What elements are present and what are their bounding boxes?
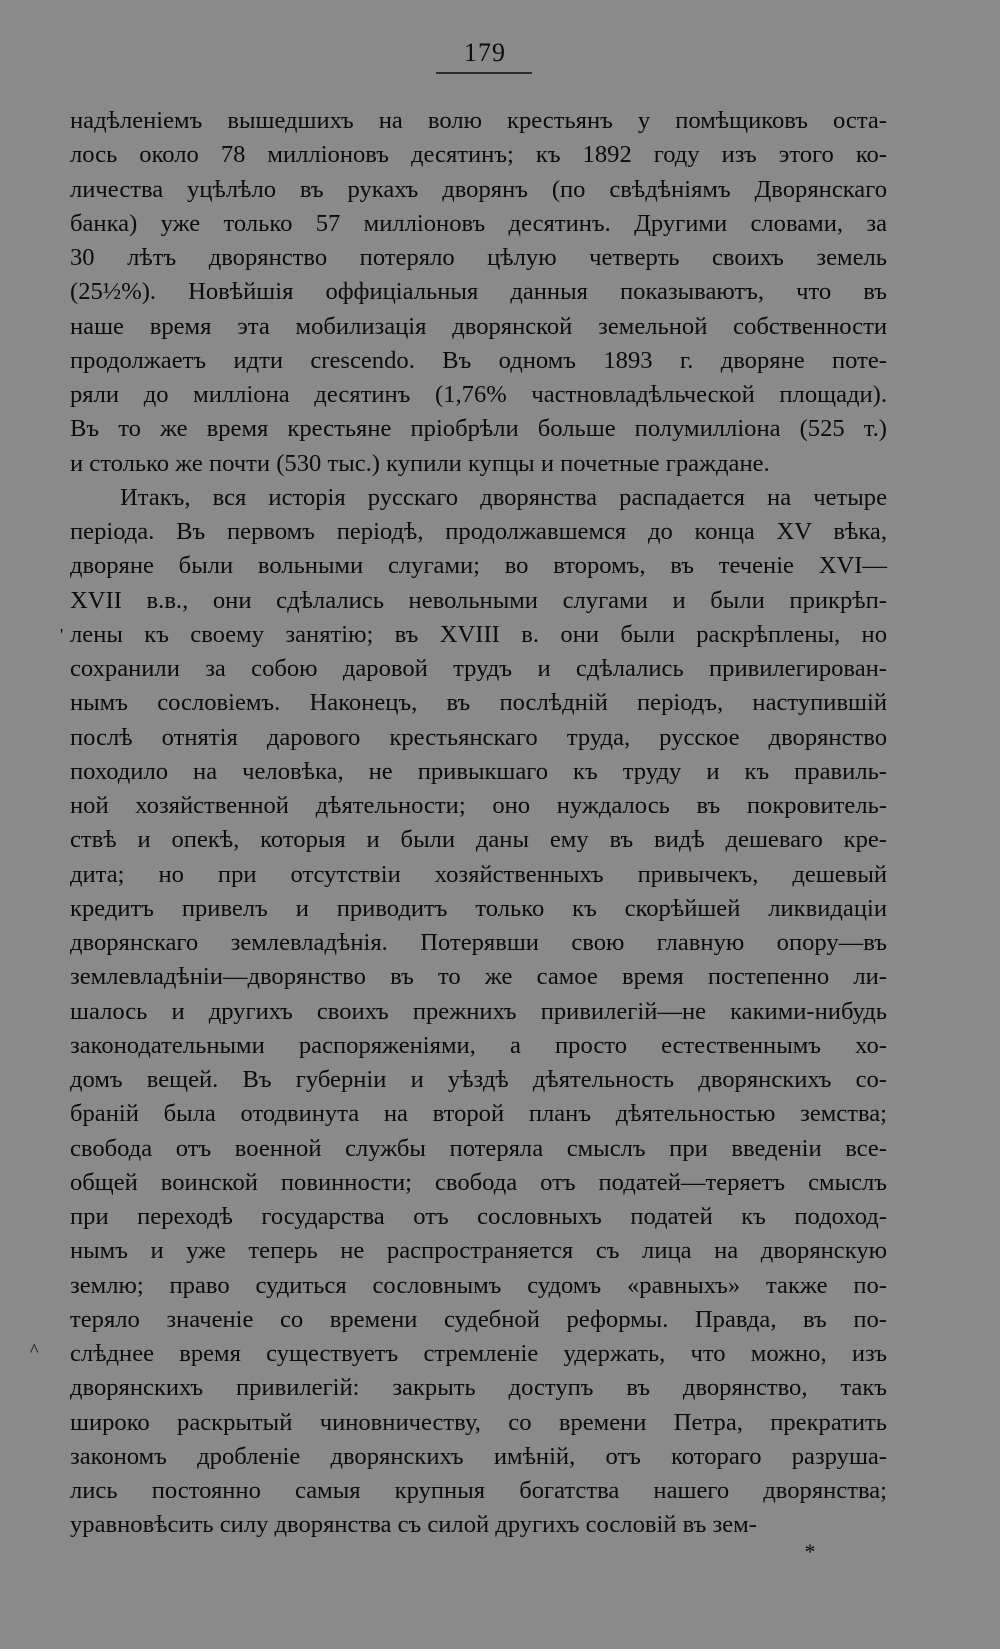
body-text: [70, 104, 887, 1543]
text-line: свобода отъ военной службы потеряла смыслъ при введеніи все-: [70, 1134, 887, 1162]
text-line: лись постоянно самыя крупныя богатства нашего дворянства;: [70, 1477, 887, 1504]
text-line: XVII в.в., они сдѣлались невольными слугами и были прикрѣп-: [70, 586, 887, 614]
text-line: дита; но при отсутствіи хозяйственныхъ привычекъ, дешевый: [70, 860, 887, 888]
text-line: слѣднее время существуетъ стремленіе удержать, что можно, изъ: [70, 1340, 887, 1367]
text-line: общей воинской повинности; свобода отъ податей—теряетъ смыслъ: [70, 1168, 887, 1196]
text-line: землевладѣніи—дворянство въ то же самое время постепенно ли-: [70, 963, 887, 991]
text-line: землю; право судиться сословнымъ судомъ «равныхъ» также по-: [70, 1271, 887, 1299]
text-line: нымъ сословіемъ. Наконецъ, въ послѣдній періодъ, наступившій: [70, 689, 887, 717]
text-line: уравновѣсить силу дворянства съ силой другихъ сословій въ зем-: [70, 1511, 757, 1539]
text-line: дворяне были вольными слугами; во второмъ, въ теченіе XVI—: [70, 552, 887, 580]
text-line: домъ вещей. Въ губерніи и уѣздѣ дѣятельность дворянскихъ со-: [70, 1066, 887, 1093]
paragraph-1: [70, 104, 887, 481]
page-number: 179: [464, 38, 506, 67]
text-line: ствѣ и опекѣ, которыя и были даны ему въ видѣ дешеваго кре-: [70, 826, 887, 854]
text-line: кредитъ привелъ и приводитъ только къ скорѣйшей ликвидаціи: [70, 894, 887, 922]
text-line: широко раскрытый чиновничеству, со времени Петра, прекратить: [70, 1408, 887, 1436]
text-line: періода. Въ первомъ періодѣ, продолжавшемся до конца XV вѣка,: [70, 518, 887, 545]
text-line: продолжаетъ идти crescendo. Въ одномъ 1893 г. дворяне поте-: [70, 346, 887, 374]
text-line: нымъ и уже теперь не распространяется съ лица на дворянскую: [70, 1237, 887, 1265]
text-line: послѣ отнятія дарового крестьянскаго труда, русское дворянство: [70, 723, 887, 751]
text-line: дворянскаго землевладѣнія. Потерявши свою главную опору—въ: [70, 929, 887, 956]
text-line: ряли до милліона десятинъ (1,76% частновладѣльческой площади).: [70, 381, 887, 408]
text-line: лены къ своему занятію; въ XVIII в. они были раскрѣплены, но: [70, 620, 887, 648]
text-line: банка) уже только 57 милліоновъ десятинъ. Другими словами, за: [70, 209, 887, 237]
paragraph-2: [70, 481, 887, 1543]
footer-asterisk: *: [804, 1539, 816, 1564]
stray-mark-2: ': [60, 625, 64, 645]
page-number-rule: [436, 72, 532, 74]
text-line: дворянскихъ привилегій: закрыть доступъ въ дворянство, такъ: [70, 1374, 887, 1402]
text-line: походило на человѣка, не привыкшаго къ труду и къ правиль-: [70, 757, 887, 785]
text-line: браній была отодвинута на второй планъ дѣятельностью земства;: [70, 1100, 887, 1128]
text-line: Итакъ, вся исторія русскаго дворянства распадается на четыре: [120, 483, 887, 511]
text-line: ной хозяйственной дѣятельности; оно нуждалось въ покровитель-: [70, 792, 887, 819]
text-line: и столько же почти (530 тыс.) купили купцы и почетные граждане.: [70, 449, 770, 477]
text-line: 30 лѣтъ дворянство потеряло цѣлую четверть своихъ земель: [70, 244, 887, 271]
text-line: шалось и другихъ своихъ прежнихъ привилегій—не какими-нибудь: [70, 997, 887, 1025]
text-line: (25½%). Новѣйшія оффиціальныя данныя показываютъ, что въ: [70, 278, 887, 306]
text-line: при переходѣ государства отъ сословныхъ податей къ подоход-: [70, 1203, 887, 1230]
text-line: личества уцѣлѣло въ рукахъ дворянъ (по свѣдѣніямъ Дворянскаго: [70, 175, 887, 203]
text-line: закономъ дробленіе дворянскихъ имѣній, отъ котораго разруша-: [70, 1442, 887, 1470]
text-line: сохранили за собою даровой трудъ и сдѣлались привилегирован-: [70, 655, 887, 682]
text-line: наше время эта мобилизація дворянской земельной собственности: [70, 312, 887, 340]
text-line: надѣленіемъ вышедшихъ на волю крестьянъ у помѣщиковъ оста-: [70, 107, 887, 134]
stray-mark: ^: [30, 1340, 39, 1360]
text-line: теряло значеніе со времени судебной реформы. Правда, въ по-: [70, 1305, 887, 1333]
text-line: законодательными распоряженіями, а просто естественнымъ хо-: [70, 1031, 887, 1059]
text-line: Въ то же время крестьяне пріобрѣли больше полумилліона (525 т.): [70, 415, 887, 443]
text-line: лось около 78 милліоновъ десятинъ; къ 1892 году изъ этого ко-: [70, 141, 887, 169]
